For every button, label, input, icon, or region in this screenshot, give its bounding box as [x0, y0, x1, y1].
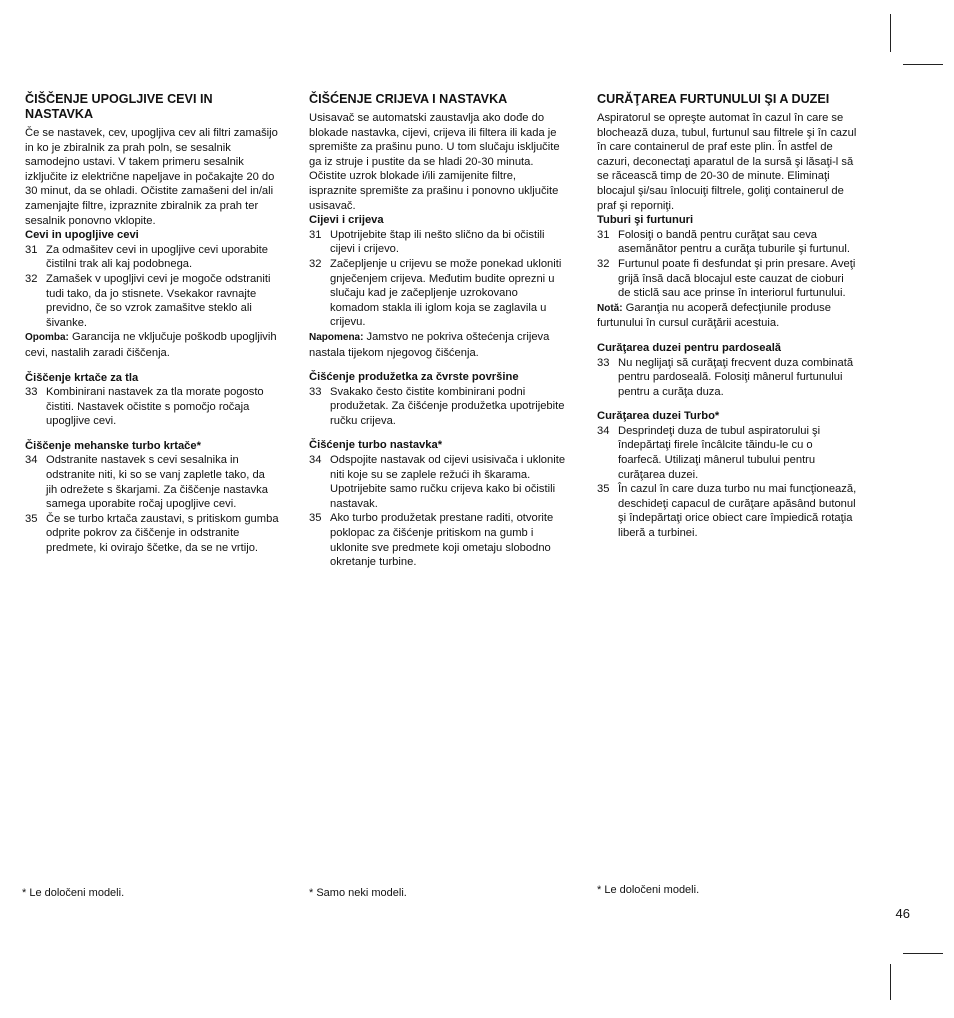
list-item: 32 Zamašek v upogljivi cevi je mogoče odstraniti tudi tako, da jo stisnete. Vsekakor ravnajte previdno, če so vzrok zamašitve steklo ali šivanke.: [25, 272, 271, 329]
crop-mark-top-horizontal: [903, 64, 943, 65]
list-item: 31 Upotrijebite štap ili nešto slično da bi očistili cijevi i crijevo.: [309, 228, 545, 256]
note: Opomba: Garancija ne vključuje poškodb upogljivih cevi, nastalih zaradi čiščenja.: [25, 331, 277, 359]
list-item: 34 Odspojite nastavak od cijevi usisivača i uklonite niti koje su se zaplele režući ih škarama. Upotrijebite samo ručku crijeva kako bi očistili nastavak.: [309, 454, 566, 510]
footnote: * Le določeni modeli.: [22, 887, 125, 899]
column-croatian: [309, 92, 567, 570]
note: Notă: Garanţia nu acoperă defecţiunile produse furtunului în cursul curăţării acestuia.: [597, 301, 831, 330]
list-item: 32 Začepljenje u crijevu se može ponekad ukloniti gnječenjem crijeva. Međutim budite oprezni u slučaju kad je začepljenje uzrokovano komadom stakla ili iglom koja se zaglavila u crijevu.: [309, 257, 562, 329]
subheading: Čiščenje krtače za tla: [25, 371, 139, 384]
page-number: 46: [895, 906, 910, 921]
list-item: 33 Svakako često čistite kombinirani podni produžetak. Za čišćenje produžetka upotrijebite ručku crijeva.: [309, 385, 565, 427]
list-item: 35 În cazul în care duza turbo nu mai funcţionează, deschideţi capacul de curăţare apăsând butonul şi îndepărtaţi orice obiect care împiedică rotaţia liberă a turbinei.: [597, 483, 857, 540]
section-title: CURĂŢAREA FURTUNULUI ŞI A DUZEI: [597, 92, 830, 106]
section-title: ČIŠČENJE UPOGLJIVE CEVI IN NASTAVKA: [25, 92, 213, 121]
list-item: 33 Kombinirani nastavek za tla morate pogosto čistiti. Nastavek očistite s pomočjo ročaja upogljive cevi.: [25, 386, 264, 428]
list-item: 34 Odstranite nastavek s cevi sesalnika in odstranite niti, ki so se vanj zapletle tako, da jih odrežete s škarjami. Za čiščenje nastavka samega uporabite ročaj upogljive cevi.: [25, 454, 268, 511]
list-item: 31 Folosiţi o bandă pentru curăţat sau ceva asemănător pentru a curăţa tuburile şi furtunul.: [597, 228, 850, 256]
column-slovenian: [25, 92, 279, 556]
subheading: Čiščenje mehanske turbo krtače*: [25, 439, 201, 452]
subheading: Čišćenje produžetka za čvrste površine: [309, 371, 519, 384]
note: Napomena: Jamstvo ne pokriva oštećenja crijeva nastala tijekom njegovog čišćenja.: [309, 330, 550, 359]
subheading: Curăţarea duzei Turbo*: [597, 410, 720, 423]
list-item: 34 Desprindeţi duza de tubul aspiratorului şi îndepărtaţi firele încâlcite tăindu-le cu o foarfecă. Utilizaţi mânerul tubului pentru curăţarea duzei.: [597, 424, 821, 481]
intro-paragraph: Usisavač se automatski zaustavlja ako dođe do blokade nastavka, cijevi, crijeva ili filtera ili kada je spremište za prašinu puno. U tom slučaju isključite ga iz struje i pustite da se hladi 20-30 minuta. Očistite uzrok blokade i/ili zamijenite filtre, ispraznite spremište za prašinu i ponovno uključite usisavač.: [309, 112, 560, 212]
list-item: 33 Nu neglijaţi să curăţaţi frecvent duza combinată pentru pardoseală. Folosiţi mânerul furtunului pentru a curăţa duza.: [597, 356, 854, 398]
list-item: 35 Ako turbo produžetak prestane raditi, otvorite poklopac za čišćenje pritiskom na gumb i uklonite sve predmete koji ometaju slobodno okretanje turbine.: [309, 512, 554, 569]
intro-paragraph: Če se nastavek, cev, upogljiva cev ali filtri zamašijo in ko je zbiralnik za prah poln, se sesalnik samodejno ustavi. V takem primeru sesalnik izključite iz električne napeljave in počakajte 20 do 30 minut, da se ohladi. Očistite zamašeni del in/ali zamenjajte filtre, izpraznite zbiralnik za prah ter sesalnik ponovno vklopite.: [25, 127, 278, 227]
list-item: 35 Če se turbo krtača zaustavi, s pritiskom gumba odprite pokrov za čiščenje in odstranite predmete, ki ovirajo ščetke, da se ne vrtijo.: [25, 512, 279, 555]
subheading: Cevi in upogljive cevi: [25, 229, 139, 242]
subheading: Tuburi şi furtunuri: [597, 214, 694, 227]
crop-mark-top-vertical: [890, 14, 891, 52]
section-title: ČIŠĆENJE CRIJEVA I NASTAVKA: [309, 92, 508, 106]
crop-mark-bottom-vertical: [890, 964, 891, 1000]
list-item: 32 Furtunul poate fi desfundat şi prin presare. Aveţi grijă însă dacă blocajul este cauzat de cioburi de sticlă sau ace prinse în interiorul furtunului.: [597, 257, 856, 300]
footnote: * Samo neki modeli.: [309, 887, 407, 899]
subheading: Cijevi i crijeva: [309, 214, 384, 227]
footnote: * Le določeni modeli.: [597, 884, 700, 896]
crop-mark-bottom-horizontal: [903, 953, 943, 954]
column-romanian: [597, 92, 859, 541]
subheading: Curăţarea duzei pentru pardoseală: [597, 341, 782, 354]
intro-paragraph: Aspiratorul se opreşte automat în cazul în care se blochează duza, tubul, furtunul sau filtrele şi în cazul în care containerul de praf este plin. În astfel de cazuri, deconectaţi aparatul de la sursă şi lăsaţi-l să se răcească timp de 20-30 de minute. Eliminaţi blocajul şi/sau înlocuiţi filtrele, goliţi containerul de praf şi reporniţi.: [597, 112, 857, 212]
subheading: Čišćenje turbo nastavka*: [309, 439, 443, 452]
list-item: 31 Za odmašitev cevi in upogljive cevi uporabite čistilni trak ali kaj podobnega.: [25, 243, 269, 271]
